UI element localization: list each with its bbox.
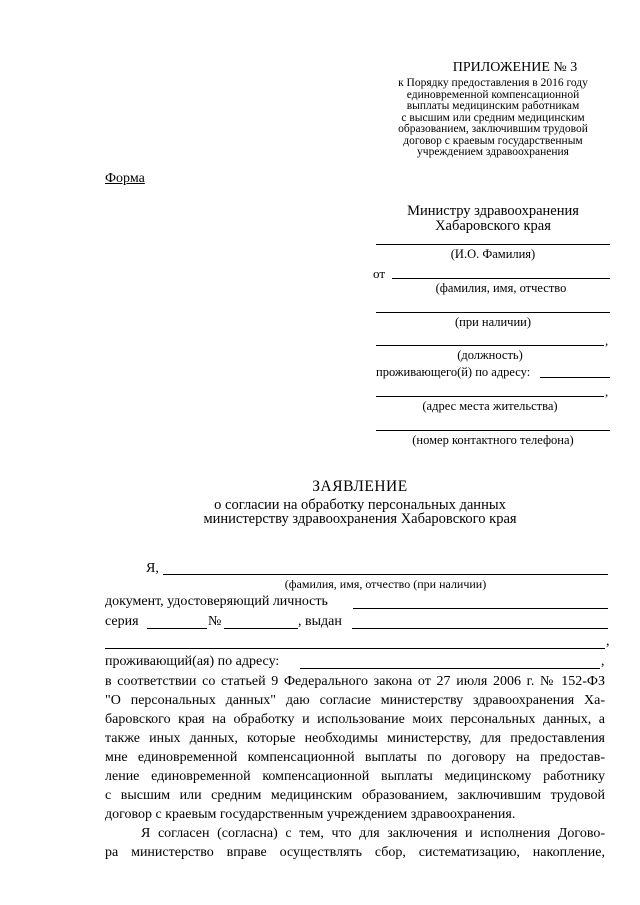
appendix-line: выплаты медицинским работникам [406,100,580,112]
appendix-title: ПРИЛОЖЕНИЕ № 3 [452,60,578,75]
number-label: № [208,614,222,629]
series-field[interactable] [147,628,207,629]
appendix-line: договор с краевым государственным [403,134,583,147]
appendix-line: с высшим или средним медицинским [401,111,585,124]
paragraph-line: "О персональных данных" даю согласие министерству здравоохранения Ха- [105,693,605,708]
appendix-line: учреждением здравоохранения [417,146,569,158]
series-label: серия [105,614,139,629]
paragraph-line: в соответствии со статьей 9 Федерального закона от 27 июля 2006 г. № 152-ФЗ [105,674,605,689]
addressee-line: Министру здравоохранения [407,203,579,219]
i-label: Я, [146,561,159,576]
comma: , [606,634,610,649]
statement-subtitle: министерству здравоохранения Хабаровского края [203,511,517,527]
paragraph-line: ление единовременной компенсационной выплаты медицинскому работнику [105,769,605,784]
document-label: документ, удостоверяющий личность [105,594,328,609]
issued-by-field[interactable] [352,628,608,629]
form-label: Форма [105,171,145,186]
hint-address: (адрес места жительства) [422,399,558,413]
comma: , [605,384,609,399]
issued-by-field-2[interactable] [105,648,605,649]
hint-phone: (номер контактного телефона) [412,433,574,447]
document-field[interactable] [353,608,608,609]
from-label: от [373,266,386,281]
position-field[interactable] [376,345,604,346]
hint-position: (должность) [457,348,523,362]
paragraph-line: Я согласен (согласна) с тем, что для заключения и исполнения Догово- [141,826,605,841]
applicant-fio-field[interactable] [163,574,608,575]
consent-paragraph [105,672,605,824]
residing-label: проживающего(й) по адресу: [376,365,531,379]
hint-sender-fio: (фамилия, имя, отчество [435,281,567,295]
number-field[interactable] [224,628,298,629]
recipient-name-field[interactable] [376,244,610,245]
paragraph-line: договор с краевым государственным учреждением здравоохранения. [105,807,516,822]
hint-recipient-name: (И.О. Фамилия) [450,247,536,261]
addressee-line: Хабаровского края [435,218,551,234]
sender-fio-field[interactable] [392,278,610,279]
agreement-paragraph [105,824,605,862]
hint-if-any: (при наличии) [454,315,532,329]
appendix-line: образованием, заключившим трудовой [398,123,588,135]
paragraph-line: ра министерство вправе осуществлять сбор, систематизацию, накопление, [105,845,605,860]
hint-applicant-fio: (фамилия, имя, отчество (при наличии) [284,577,487,591]
sender-fio-field-2[interactable] [376,312,610,313]
comma: , [605,333,609,348]
applicant-address-field[interactable] [300,668,600,669]
phone-field[interactable] [376,430,610,431]
issued-label: , выдан [298,614,342,629]
statement-subtitle: о согласии на обработку персональных данных [214,497,506,513]
paragraph-line: также иных данных, которые необходимы министерству, для предоставления [105,731,605,746]
paragraph-line: баровского края на обработку и использование моих персональных данных, а [105,712,605,727]
paragraph-line: мне единовременной компенсационной выплаты по договору на предостав- [105,750,605,765]
residing-label: проживающий(ая) по адресу: [105,654,280,669]
address-field[interactable] [540,377,610,378]
statement-title: ЗАЯВЛЕНИЕ [312,478,408,495]
address-field-2[interactable] [376,396,604,397]
comma: , [601,654,605,669]
paragraph-line: с высшим или средним медицинским образованием, заключившим трудовой [105,788,605,803]
appendix-line: к Порядку предоставления в 2016 году [398,77,588,89]
appendix-line: единовременной компенсационной [406,88,580,101]
